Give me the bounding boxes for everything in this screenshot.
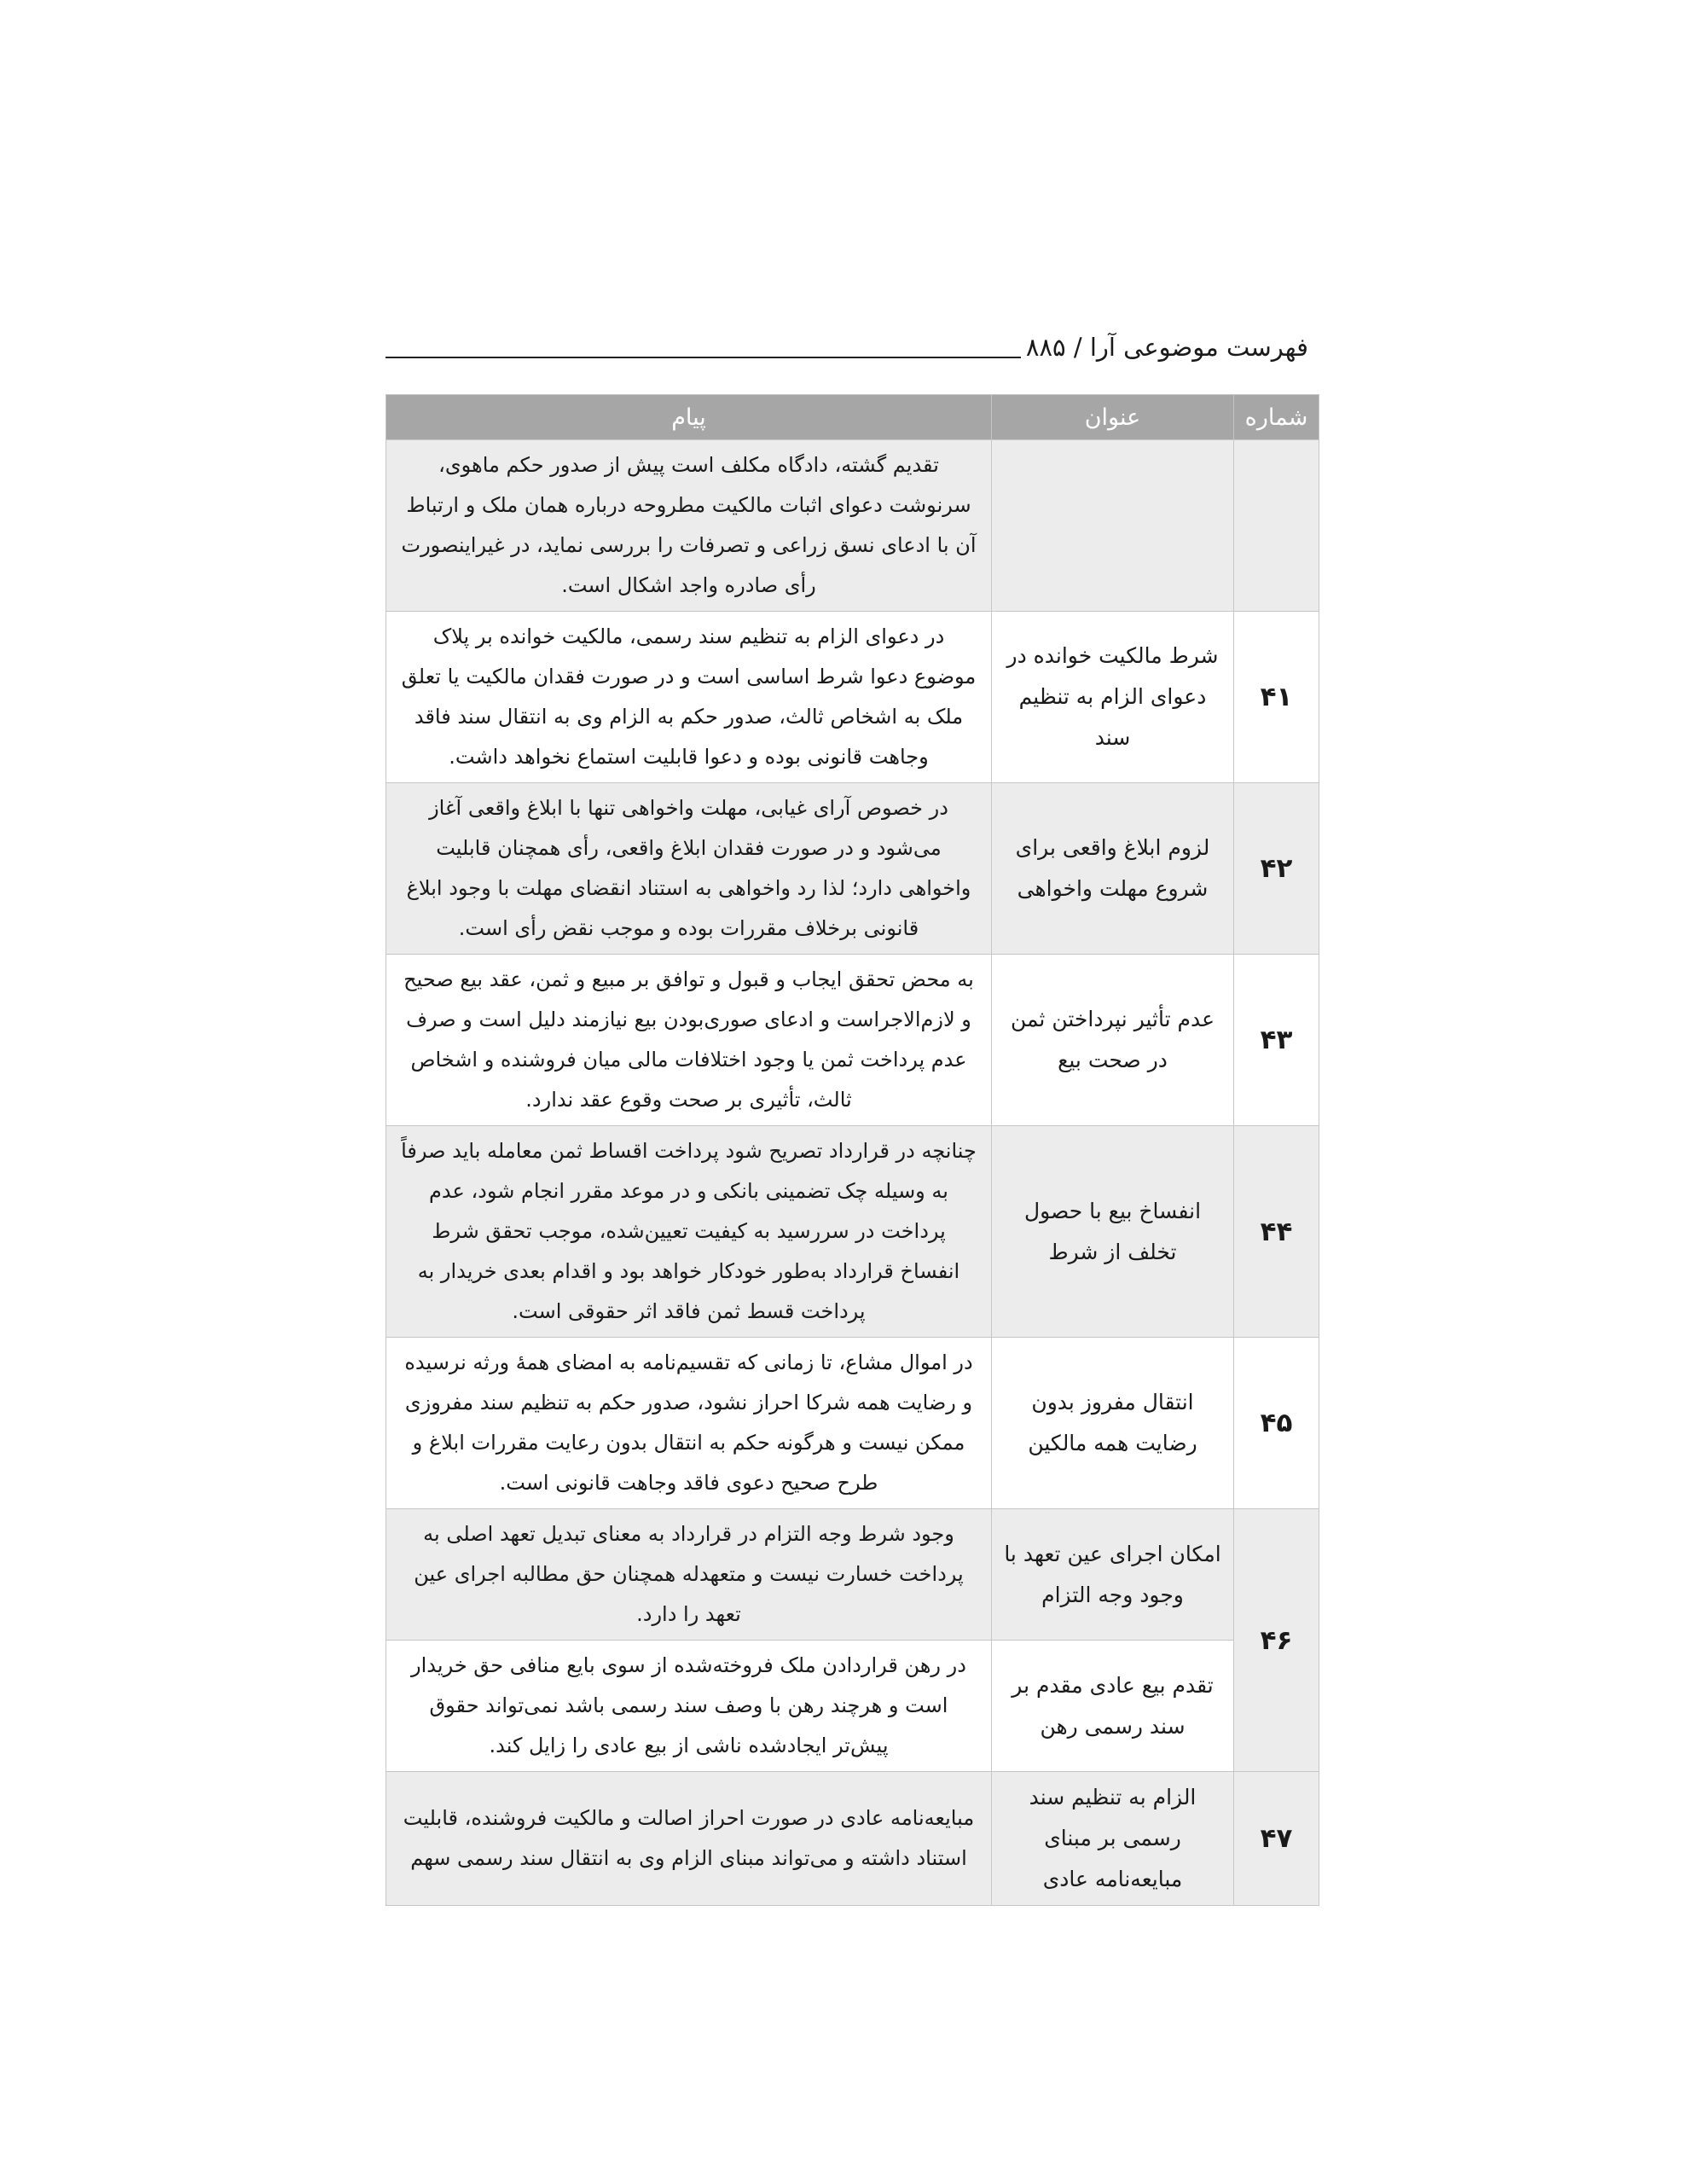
row-number (1234, 440, 1319, 612)
column-header-number: شماره (1234, 395, 1319, 440)
table-row (386, 1509, 1319, 1641)
row-message: در خصوص آرای غیابی، مهلت واخواهی تنها با ابلاغ واقعی آغاز می‌شود و در صورت فقدان ابلاغ واقعی، رأی همچنان قابلیت واخواهی دارد؛ لذا رد واخواهی به استناد انقضای مهلت با وجود ابلاغ قانونی برخلاف مقررات بوده و موجب نقض رأی است. (386, 783, 992, 955)
row-message: تقدیم گشته، دادگاه مکلف است پیش از صدور حکم ماهوی، سرنوشت دعوای اثبات مالکیت مطروحه درباره همان ملک و ارتباط آن با ادعای نسق زراعی و تصرفات را بررسی نماید، در غیراینصورت رأی صادره واجد اشکال است. (386, 440, 992, 612)
column-header-title: عنوان (992, 395, 1234, 440)
table-row (386, 1338, 1319, 1509)
rulings-table (386, 394, 1319, 1906)
row-message: وجود شرط وجه التزام در قرارداد به معنای تبدیل تعهد اصلی به پرداخت خسارت نیست و متعهدله همچنان حق مطالبه اجرای عین تعهد را دارد. (386, 1509, 992, 1641)
row-title: عدم تأثیر نپرداختن ثمن در صحت بیع (992, 955, 1234, 1126)
row-number: ۴۷ (1234, 1772, 1319, 1906)
row-message: چنانچه در قرارداد تصریح شود پرداخت اقساط ثمن معامله باید صرفاً به وسیله چک تضمینی بانکی و در موعد مقرر انجام شود، عدم پرداخت در سررسید به کیفیت تعیین‌شده، موجب تحقق شرط انفساخ قرارداد به‌طور خودکار خواهد بود و اقدام بعدی خریدار به پرداخت قسط ثمن فاقد اثر حقوقی است. (386, 1126, 992, 1338)
table-row (386, 1126, 1319, 1338)
table-row (386, 612, 1319, 783)
row-title: تقدم بیع عادی مقدم بر سند رسمی رهن (992, 1641, 1234, 1772)
row-title: شرط مالکیت خوانده در دعوای الزام به تنظیم سند (992, 612, 1234, 783)
row-message: در اموال مشاع، تا زمانی که تقسیم‌نامه به امضای همهٔ ورثه نرسیده و رضایت همه شرکا احراز نشود، صدور حکم به تنظیم سند مفروزی ممکن نیست و هرگونه حکم به انتقال بدون رعایت مقررات ابلاغ و طرح صحیح دعوی فاقد وجاهت قانونی است. (386, 1338, 992, 1509)
row-title: الزام به تنظیم سند رسمی بر مبنای مبایعه‌نامه عادی (992, 1772, 1234, 1906)
row-number: ۴۴ (1234, 1126, 1319, 1338)
row-title: انتقال مفروز بدون رضایت همه مالکین (992, 1338, 1234, 1509)
table-header-row (386, 395, 1319, 440)
row-message: در رهن قراردادن ملک فروخته‌شده از سوی بایع منافی حق خریدار است و هرچند رهن با وصف سند رسمی باشد نمی‌تواند حقوق پیش‌تر ایجادشده ناشی از بیع عادی را زایل کند. (386, 1641, 992, 1772)
table-row (386, 1641, 1319, 1772)
row-message: مبایعه‌نامه عادی در صورت احراز اصالت و مالکیت فروشنده، قابلیت استناد داشته و می‌تواند مبنای الزام وی به انتقال سند رسمی سهم (386, 1772, 992, 1906)
row-number: ۴۶ (1234, 1509, 1319, 1772)
row-title: امکان اجرای عین تعهد با وجود وجه التزام (992, 1509, 1234, 1641)
row-number: ۴۱ (1234, 612, 1319, 783)
row-message: به محض تحقق ایجاب و قبول و توافق بر مبیع و ثمن، عقد بیع صحیح و لازم‌الاجراست و ادعای صوری‌بودن بیع نیازمند دلیل است و صرف عدم پرداخت ثمن یا وجود اختلافات مالی میان فروشنده و اشخاص ثالث، تأثیری بر صحت وقوع عقد ندارد. (386, 955, 992, 1126)
table-row (386, 783, 1319, 955)
table-row (386, 1772, 1319, 1906)
row-number: ۴۳ (1234, 955, 1319, 1126)
column-header-message: پیام (386, 395, 992, 440)
row-number: ۴۵ (1234, 1338, 1319, 1509)
row-number: ۴۲ (1234, 783, 1319, 955)
running-title: فهرست موضوعی آرا / ۸۸۵ (1025, 333, 1308, 362)
row-title (992, 440, 1234, 612)
row-title: انفساخ بیع با حصول تخلف از شرط (992, 1126, 1234, 1338)
row-title: لزوم ابلاغ واقعی برای شروع مهلت واخواهی (992, 783, 1234, 955)
header-rule (386, 357, 1021, 358)
running-head (386, 324, 1308, 360)
table-row (386, 955, 1319, 1126)
row-message: در دعوای الزام به تنظیم سند رسمی، مالکیت خوانده بر پلاک موضوع دعوا شرط اساسی است و در صورت فقدان مالکیت یا تعلق ملک به اشخاص ثالث، صدور حکم به الزام وی به انتقال سند فاقد وجاهت قانونی بوده و دعوا قابلیت استماع نخواهد داشت. (386, 612, 992, 783)
table-row (386, 440, 1319, 612)
